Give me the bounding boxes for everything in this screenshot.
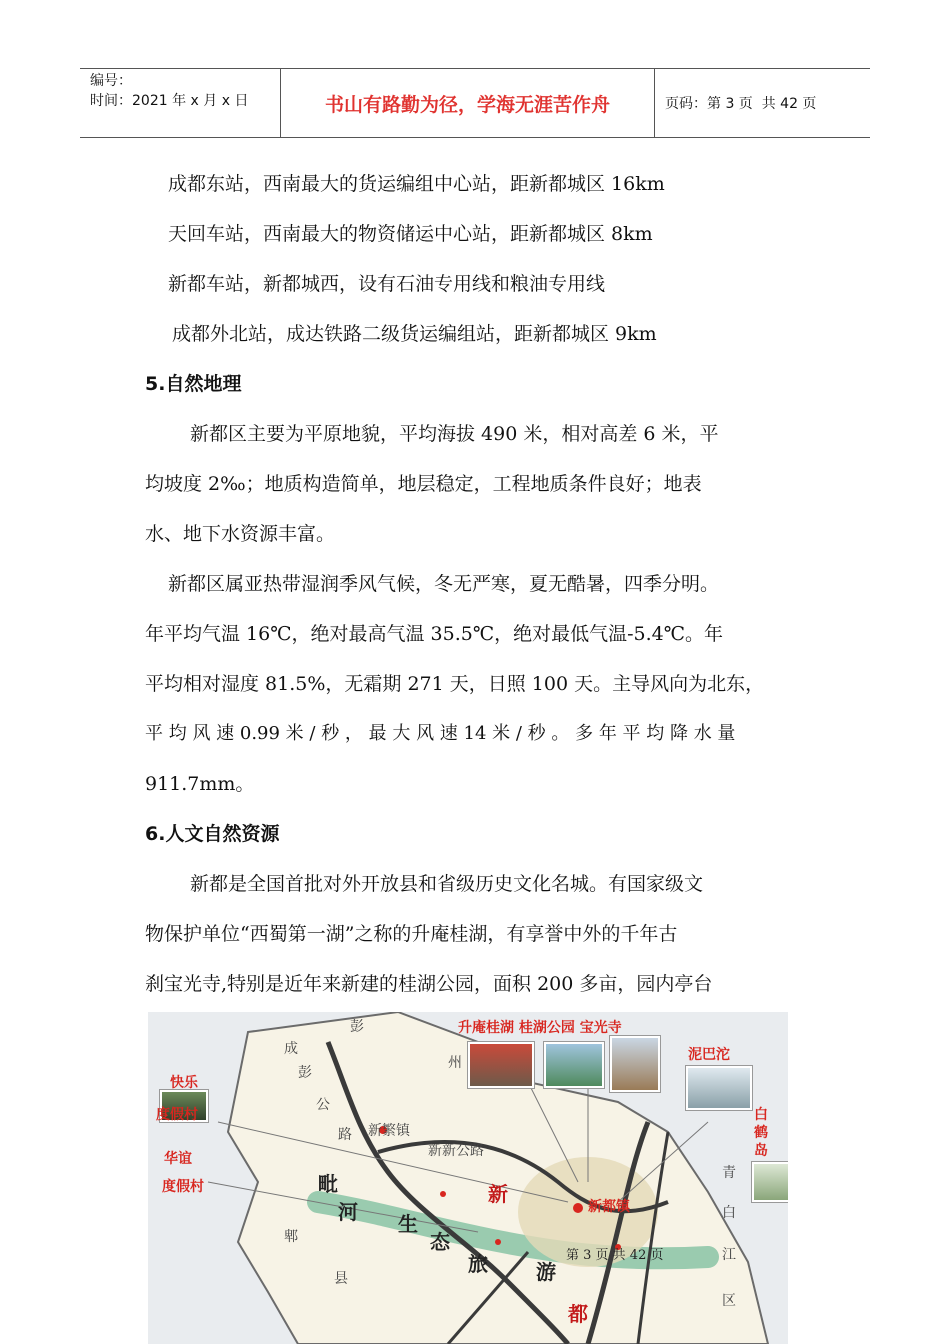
place-char: 州	[448, 1055, 462, 1071]
place-char: 路	[338, 1127, 352, 1143]
resort2-label-b: 度假村	[162, 1179, 204, 1195]
place-char: 青	[722, 1165, 736, 1181]
paragraph-line: 911.7mm。	[145, 773, 255, 795]
header-motto: 书山有路勤为径，学海无涯苦作舟	[281, 69, 655, 137]
place-char: 公	[316, 1097, 330, 1113]
station-line: 成都东站，西南最大的货运编组中心站，距新都城区 16km	[168, 173, 665, 195]
resort2-label: 华谊	[164, 1151, 192, 1167]
eco-char: 毗	[318, 1172, 338, 1196]
page-label: 页码：第 3 页 共 42 页	[665, 96, 817, 112]
resort1-label: 快乐	[170, 1075, 198, 1091]
header-page	[655, 69, 870, 137]
page-footer: 第 3 页 共 42 页	[566, 1248, 664, 1263]
baihedao-photo	[752, 1162, 788, 1202]
eco-char: 旅	[468, 1252, 488, 1276]
nibatuo-photo	[686, 1066, 752, 1110]
place-char: 成	[284, 1041, 298, 1057]
number-label: 编号：	[90, 73, 132, 89]
page-header	[80, 68, 870, 138]
xinfan-town-label: 新繁镇	[368, 1123, 410, 1139]
paragraph-line: 物保护单位“西蜀第一湖”之称的升庵桂湖，有享誉中外的千年古	[145, 923, 678, 945]
place-char: 区	[722, 1293, 736, 1309]
xindu-tourism-map	[148, 1012, 788, 1344]
xindu-town-label: 新都镇	[588, 1199, 630, 1215]
header-meta	[80, 69, 281, 137]
nibatuo-label: 泥巴沱	[688, 1047, 730, 1063]
station-line: 新都车站，新都城西，设有石油专用线和粮油专用线	[168, 273, 606, 295]
eco-char: 态	[430, 1230, 450, 1254]
section-heading: 6.人文自然资源	[145, 823, 280, 845]
paragraph-line: 年平均气温 16℃，绝对最高气温 35.5℃，绝对最低气温-5.4℃。年	[145, 623, 723, 645]
eco-char: 生	[398, 1212, 418, 1236]
du-char: 都	[568, 1302, 588, 1326]
section-heading: 5.自然地理	[145, 373, 242, 395]
town-dot	[495, 1239, 501, 1245]
place-char: 白	[722, 1205, 736, 1221]
resort1-label-b: 度假村	[156, 1107, 198, 1123]
eco-char: 河	[338, 1200, 358, 1224]
station-line: 天回车站，西南最大的物资储运中心站，距新都城区 8km	[168, 223, 653, 245]
paragraph-line: 新都区主要为平原地貌，平均海拔 490 米，相对高差 6 米，平	[190, 423, 719, 445]
paragraph-line: 新都区属亚热带湿润季风气候，冬无严寒，夏无酷暑，四季分明。	[168, 573, 720, 595]
paragraph-line: 刹宝光寺,特别是近年来新建的桂湖公园，面积 200 多亩，园内亭台	[145, 973, 713, 995]
place-char: 郫	[284, 1229, 298, 1245]
xinxin-road-label: 新新公路	[428, 1143, 484, 1159]
place-char: 江	[722, 1247, 736, 1263]
place-char: 彭	[350, 1019, 364, 1035]
eco-char: 游	[536, 1260, 556, 1284]
city-dot	[573, 1203, 583, 1213]
place-char: 彭	[298, 1065, 312, 1081]
paragraph-line: 均坡度 2‰；地质构造简单，地层稳定，工程地质条件良好；地表	[145, 473, 702, 495]
guihu-photo	[468, 1042, 534, 1088]
town-dot	[440, 1191, 446, 1197]
paragraph-line: 水、地下水资源丰富。	[145, 523, 336, 545]
station-line: 成都外北站，成达铁路二级货运编组站，距新都城区 9km	[172, 323, 657, 345]
guihu-park-photo	[544, 1042, 604, 1088]
place-char: 县	[334, 1271, 348, 1287]
paragraph-line: 平 均 风 速 0.99 米 / 秒 ， 最 大 风 速 14 米 / 秒 。 多 年 平 均 降 水 量	[145, 723, 736, 744]
attractions-label: 升庵桂湖 桂湖公园 宝光寺	[458, 1020, 622, 1036]
paragraph-line: 新都是全国首批对外开放县和省级历史文化名城。有国家级文	[190, 873, 704, 895]
paragraph-line: 平均相对湿度 81.5%，无霜期 271 天，日照 100 天。主导风向为北东，	[145, 673, 765, 695]
baihedao-label-2: 鹤	[754, 1125, 768, 1141]
baihedao-label-3: 岛	[754, 1143, 768, 1159]
baihedao-label-1: 白	[754, 1107, 768, 1123]
xin-char: 新	[488, 1182, 508, 1206]
time-label: 时间：2021 年 x 月 x 日	[90, 93, 249, 109]
baoguang-temple-photo	[610, 1036, 660, 1092]
